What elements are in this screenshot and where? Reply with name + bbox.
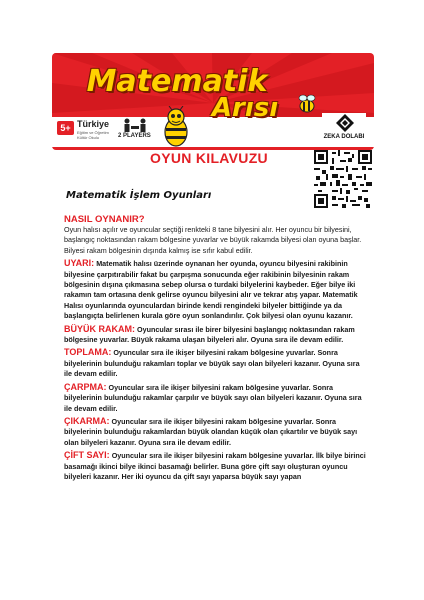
rule-big-number	[64, 324, 366, 346]
rule-heading: TOPLAMA:	[64, 347, 112, 358]
rule-text: Oyuncular sıra ile ikişer bilyesini rakam bölgesine yuvarlar. Sonra bilyelerinin bulunduğu rakamlar çarpılır ve büyük sayı olan bilyeleri kazanır. Oyuna sıra ile devam edilir.	[64, 382, 362, 413]
age-badge: 5+	[57, 121, 74, 135]
rule-addition	[64, 347, 366, 379]
warning-heading: UYARI:	[64, 258, 95, 269]
small-bee-icon	[296, 93, 318, 115]
how-to-text: Oyun halısı açılır ve oyuncular seçtiği renkteki 8 tane bilyesini alır. Her oyuncu bir bilyesini, başlangıç noktasından rakam bölgesine yuvarlar ve büyük rakamda bilyesi olan oyuna başlar. Bilyesi rakam bölgesinin dışında kalmış ise sıfır kabul edilir.	[64, 225, 362, 255]
warning-paragraph	[64, 258, 366, 321]
brand-name: Türkiye	[77, 119, 110, 129]
players-label: 2 PLAYERS	[118, 133, 151, 139]
rule-subtraction	[64, 416, 366, 448]
game-title: Matematik	[86, 64, 268, 99]
two-players-icon	[122, 118, 148, 132]
rule-text: Oyuncular sırası ile birer bilyesini başlangıç noktasından rakam bölgesine yuvarlar. Büyük rakama ulaşan bilyeleri alır. Oyuna sıra ile devam edilir.	[64, 324, 355, 345]
bee-mascot-icon	[160, 106, 192, 148]
warning-text: Matematik halısı üzerinde oynanan her oyunda, oyuncu bilyesini rakibinin bilyesine çarpıtırabilir fakat bu çarpışma sonucunda eğer rakibinin bilyesinin rakam bölgesinin dışına çıkmasına sebep olursa o turdaki bilyelerini kaybeder. Eğer bilye iki rakamın tam ortasına denk gelirse oyuncu bilyesini alır ve tekrar atış yapar. Matematik Halısı oyunlarında oyunculardan birinde kendi rengindeki bilyeler bittiğinde ya da başlangıçta belirlenen kurala göre oyun sonlandırılır. Çok bilyesi olan oyunu kazanır.	[64, 259, 358, 321]
guide-body	[64, 211, 366, 484]
rule-heading: BÜYÜK RAKAM:	[64, 323, 135, 334]
rule-heading: ÇARPMA:	[64, 381, 107, 392]
publisher-name: ZEKA DOLABI	[323, 134, 365, 140]
rule-text: Oyuncular sıra ile ikişer bilyesini rakam bölgesine yuvarlar. Sonra bilyelerinin bulunduğu rakamlardan büyük olandan küçük olan çıkartılır ve büyük sayı olan bilyeleri kazanır. Oyuna sıra ile devam edilir.	[64, 416, 358, 447]
rule-text: Oyuncular sıra ile ikişer bilyesini rakam bölgesine yuvarlar. İlk bilye birinci basamağı ikinci bilye ikinci basamağı belirler. Buna göre çift sayı oluşturan oyuncu bilyeleri kazanır. Her iki oyuncu da çift sayı yaparsa büyük sayı yapan	[64, 451, 366, 481]
guide-title: OYUN KILAVUZU	[150, 150, 268, 166]
brand-subtitle: Eğitim ve Öğretim Kültür Okulu	[77, 130, 109, 140]
rule-heading: ÇİFT SAYI:	[64, 450, 110, 461]
rule-heading: ÇIKARMA:	[64, 415, 110, 426]
rule-multiplication	[64, 382, 366, 414]
rule-text: Oyuncular sıra ile ikişer bilyesini rakam bölgesine yuvarlar. Sonra bilyelerinin bulunduğu rakamları toplar ve büyük sayı olan bilyeleri kazanır. Oyuna sıra ile devam edilir.	[64, 348, 360, 379]
game-subtitle: Arısı	[211, 93, 279, 123]
how-to-heading: NASIL OYNANIR?	[64, 214, 145, 225]
publisher-logo-icon	[336, 114, 354, 132]
rule-even-number	[64, 450, 366, 482]
qr-code	[314, 150, 372, 208]
section-title: Matematik İşlem Oyunları	[66, 190, 212, 201]
